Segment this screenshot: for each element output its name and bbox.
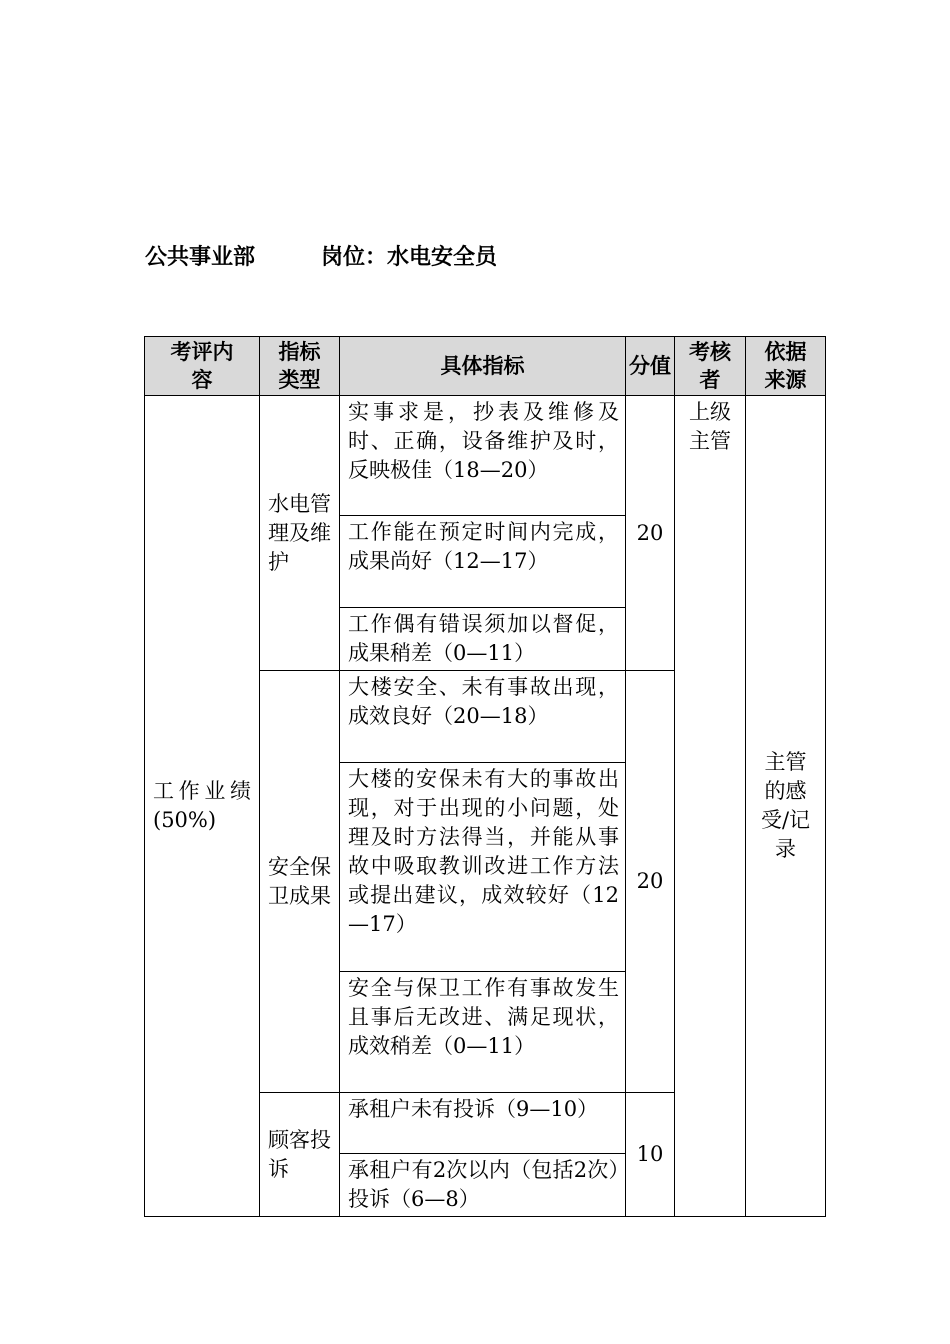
score-cell: 20 — [626, 396, 675, 671]
header-indicator-type: 指标类型 — [260, 337, 340, 396]
criterion-cell: 大楼的安保未有大的事故出现，对于出现的小问题，处理及时方法得当，并能从事故中吸取教训改进工作方法或提出建议，成效较好（12—17） — [340, 763, 626, 972]
document-header — [145, 240, 497, 271]
criterion-cell: 承租户有2次以内（包括2次）投诉（6—8） — [340, 1154, 626, 1217]
header-score: 分值 — [626, 337, 675, 396]
criterion-cell: 安全与保卫工作有事故发生且事后无改进、满足现状，成效稍差（0—11） — [340, 972, 626, 1093]
score-cell: 20 — [626, 671, 675, 1093]
evaluation-table — [144, 336, 826, 1217]
category-cell: 工作业绩(50%) — [145, 396, 260, 1217]
header-grader: 考核者 — [675, 337, 746, 396]
criterion-cell: 工作偶有错误须加以督促，成果稍差（0—11） — [340, 608, 626, 671]
position-label: 岗位：水电安全员 — [321, 245, 498, 270]
basis-text: 主管的感受/记录 — [760, 750, 811, 861]
header-basis: 依据来源 — [746, 337, 826, 396]
header-content: 考评内容 — [145, 337, 260, 396]
type-cell: 顾客投诉 — [260, 1093, 340, 1217]
criterion-cell: 承租户未有投诉（9—10） — [340, 1093, 626, 1154]
criterion-cell: 大楼安全、未有事故出现，成效良好（20—18） — [340, 671, 626, 763]
table-row — [145, 396, 826, 516]
score-cell: 10 — [626, 1093, 675, 1217]
basis-cell — [746, 396, 826, 1217]
department-label: 公共事业部 — [145, 245, 256, 270]
type-cell: 水电管理及维护 — [260, 396, 340, 671]
grader-text: 上级主管 — [689, 400, 731, 453]
type-cell: 安全保卫成果 — [260, 671, 340, 1093]
grader-cell — [675, 396, 746, 1217]
header-indicator: 具体指标 — [340, 337, 626, 396]
header-row — [145, 337, 826, 396]
criterion-cell: 实事求是，抄表及维修及时、正确，设备维护及时，反映极佳（18—20） — [340, 396, 626, 516]
criterion-cell: 工作能在预定时间内完成，成果尚好（12—17） — [340, 516, 626, 608]
